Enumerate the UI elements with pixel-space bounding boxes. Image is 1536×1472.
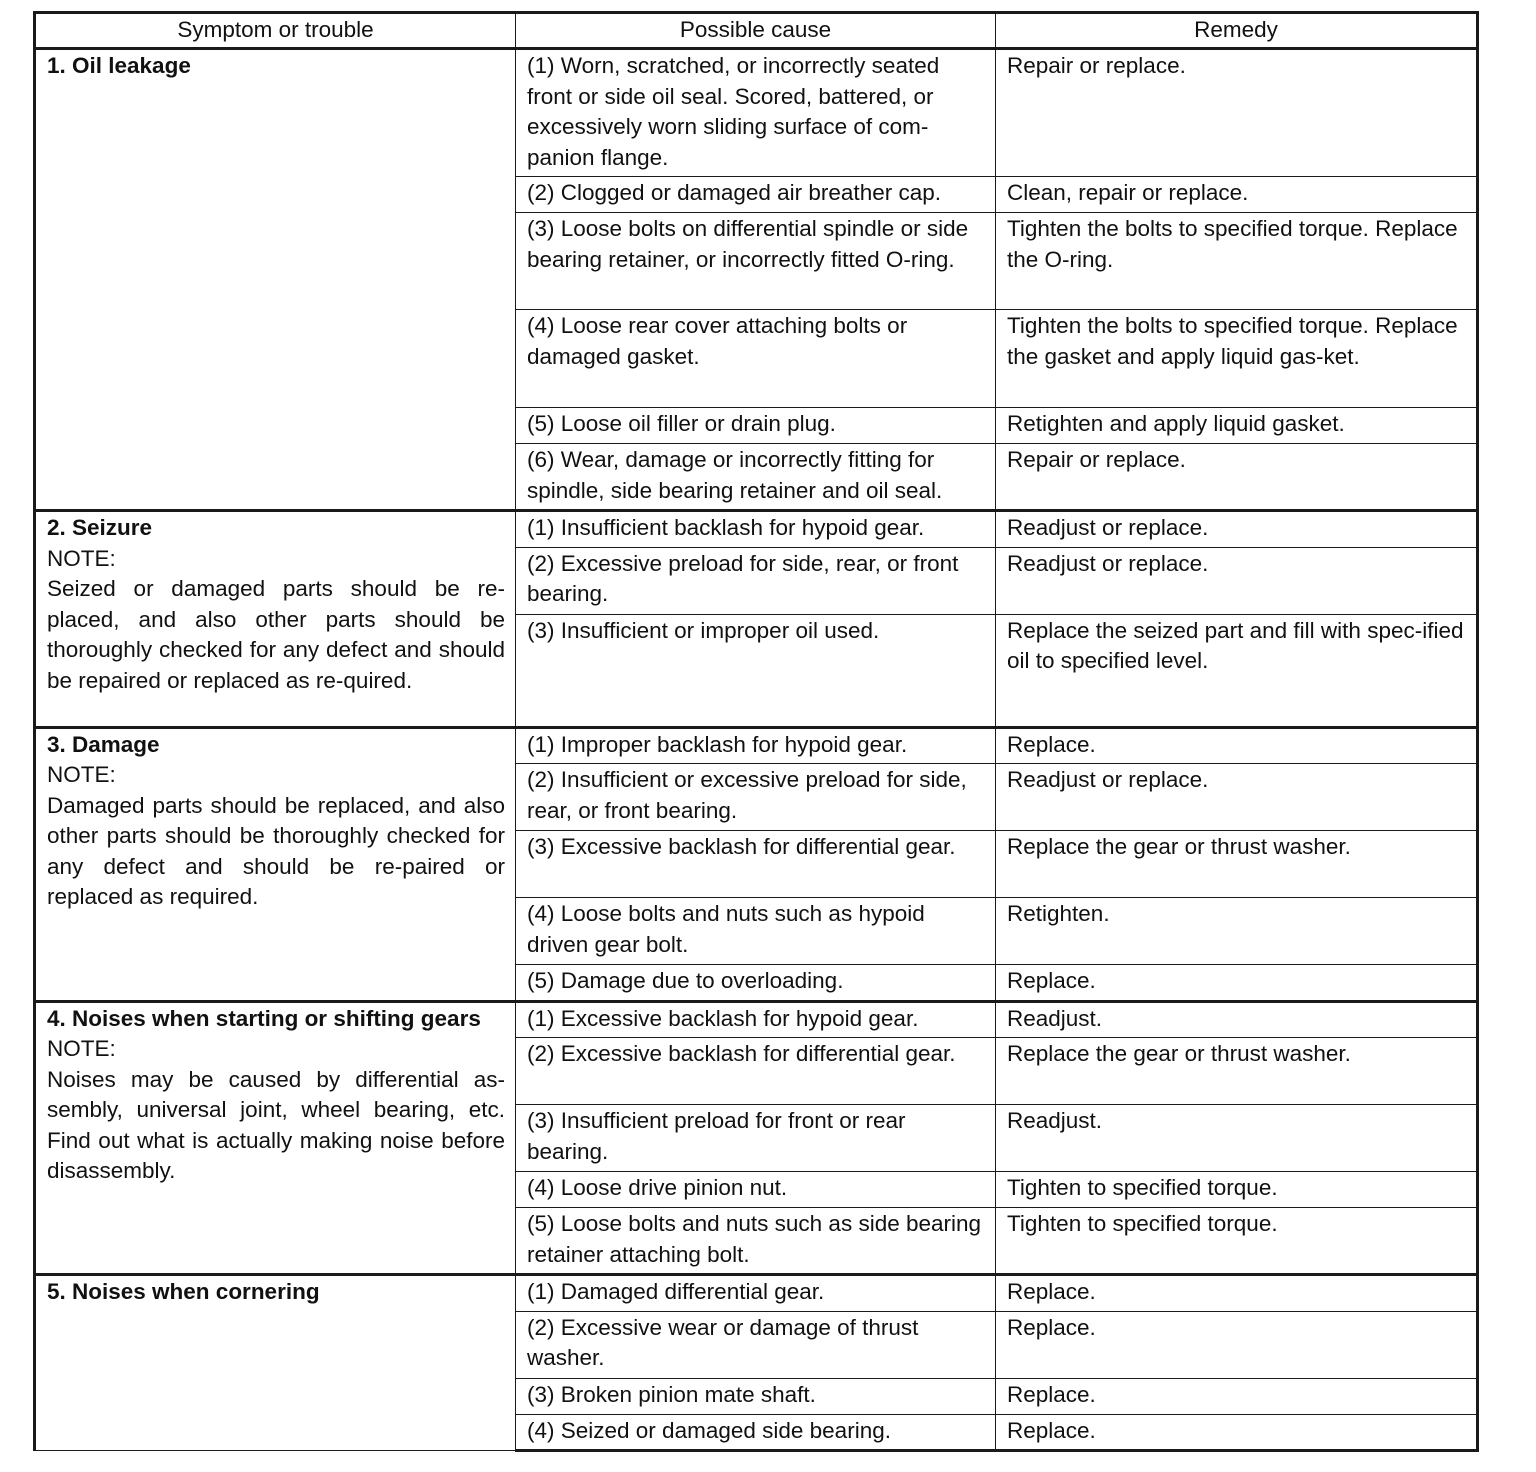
remedy-cell: Readjust or replace. [996, 764, 1478, 831]
remedy-cell: Replace. [996, 1378, 1478, 1414]
symptom-note-label: NOTE: [47, 1036, 116, 1061]
remedy-cell: Replace. [996, 1275, 1478, 1312]
remedy-cell: Readjust. [996, 1001, 1478, 1038]
symptom-title: 2. Seizure [47, 515, 153, 540]
remedy-cell: Replace. [996, 965, 1478, 1002]
remedy-cell: Replace the gear or thrust washer. [996, 1038, 1478, 1105]
header-remedy: Remedy [996, 13, 1478, 49]
cause-cell: (1) Improper backlash for hypoid gear. [516, 727, 996, 764]
symptom-title: 3. Damage [47, 731, 160, 757]
cause-cell: (5) Loose bolts and nuts such as side bearing retainer attaching bolt. [516, 1208, 996, 1275]
cause-cell: (1) Insufficient backlash for hypoid gear. [516, 511, 996, 548]
cause-cell: (2) Excessive backlash for differential gear. [516, 1038, 996, 1105]
cause-cell: (1) Damaged differential gear. [516, 1275, 996, 1312]
cause-cell: (3) Broken pinion mate shaft. [516, 1378, 996, 1414]
symptom-cell [35, 511, 516, 728]
remedy-cell: Readjust or replace. [996, 511, 1478, 548]
cause-cell: (3) Insufficient or improper oil used. [516, 614, 996, 727]
symptom-cell [35, 1001, 516, 1275]
cause-cell: (2) Clogged or damaged air breather cap. [516, 177, 996, 213]
remedy-cell: Replace the gear or thrust washer. [996, 831, 1478, 898]
table-row [35, 49, 1478, 177]
symptom-title: 1. Oil leakage [47, 53, 191, 78]
remedy-cell: Tighten to specified torque. [996, 1172, 1478, 1208]
symptom-cell [35, 1275, 516, 1451]
table-row [35, 511, 1478, 548]
symptom-title: 4. Noises when starting or shifting gears [47, 1005, 481, 1031]
cause-cell: (1) Excessive backlash for hypoid gear. [516, 1001, 996, 1038]
remedy-cell: Replace the seized part and fill with spec-ified oil to specified level. [996, 614, 1478, 727]
remedy-cell: Replace. [996, 1311, 1478, 1378]
symptom-note-label: NOTE: [47, 762, 116, 787]
cause-cell: (2) Excessive wear or damage of thrust washer. [516, 1311, 996, 1378]
cause-cell: (3) Excessive backlash for differential gear. [516, 831, 996, 898]
troubleshooting-table [33, 11, 1479, 1452]
cause-cell: (4) Loose bolts and nuts such as hypoid driven gear bolt. [516, 898, 996, 965]
remedy-cell: Readjust. [996, 1105, 1478, 1172]
cause-cell: (3) Insufficient preload for front or rear bearing. [516, 1105, 996, 1172]
remedy-cell: Repair or replace. [996, 49, 1478, 177]
symptom-title: 5. Noises when cornering [47, 1279, 320, 1304]
remedy-cell: Replace. [996, 727, 1478, 764]
symptom-note: Noises may be caused by differential as-sembly, universal joint, wheel bearing, etc. Find out what is actually making noise before disassembly. [47, 1066, 505, 1183]
symptom-note-label: NOTE: [47, 545, 116, 571]
table-row [35, 1275, 1478, 1312]
symptom-note: Damaged parts should be replaced, and also other parts should be thoroughly checked for any defect and should be re-paired or replaced as required. [47, 792, 505, 909]
header-cause: Possible cause [516, 13, 996, 49]
symptom-cell [35, 49, 516, 511]
table-body [35, 49, 1478, 1451]
header-row [35, 13, 1478, 49]
symptom-note: Seized or damaged parts should be re-placed, and also other parts should be thoroughly checked for any defect and should be repaired or replaced as re-quired. [47, 576, 505, 693]
cause-cell: (4) Loose drive pinion nut. [516, 1172, 996, 1208]
remedy-cell: Retighten. [996, 898, 1478, 965]
cause-cell: (4) Loose rear cover attaching bolts or damaged gasket. [516, 310, 996, 408]
table-row [35, 1001, 1478, 1038]
remedy-cell: Tighten the bolts to specified torque. Replace the O-ring. [996, 213, 1478, 310]
remedy-cell: Retighten and apply liquid gasket. [996, 408, 1478, 444]
cause-cell: (1) Worn, scratched, or incorrectly seated front or side oil seal. Scored, battered, or excessively worn sliding surface of com-panion flange. [516, 49, 996, 177]
cause-cell: (4) Seized or damaged side bearing. [516, 1414, 996, 1451]
cause-cell: (5) Damage due to overloading. [516, 965, 996, 1002]
remedy-cell: Tighten the bolts to specified torque. Replace the gasket and apply liquid gas-ket. [996, 310, 1478, 408]
symptom-cell [35, 727, 516, 1001]
remedy-cell: Clean, repair or replace. [996, 177, 1478, 213]
remedy-cell: Tighten to specified torque. [996, 1208, 1478, 1275]
cause-cell: (2) Excessive preload for side, rear, or front bearing. [516, 547, 996, 614]
cause-cell: (6) Wear, damage or incorrectly fitting for spindle, side bearing retainer and oil seal. [516, 444, 996, 511]
remedy-cell: Readjust or replace. [996, 547, 1478, 614]
cause-cell: (2) Insufficient or excessive preload for side, rear, or front bearing. [516, 764, 996, 831]
table-row [35, 727, 1478, 764]
cause-cell: (5) Loose oil filler or drain plug. [516, 408, 996, 444]
header-symptom: Symptom or trouble [35, 13, 516, 49]
remedy-cell: Repair or replace. [996, 444, 1478, 511]
cause-cell: (3) Loose bolts on differential spindle or side bearing retainer, or incorrectly fitted O-ring. [516, 213, 996, 310]
remedy-cell: Replace. [996, 1414, 1478, 1451]
